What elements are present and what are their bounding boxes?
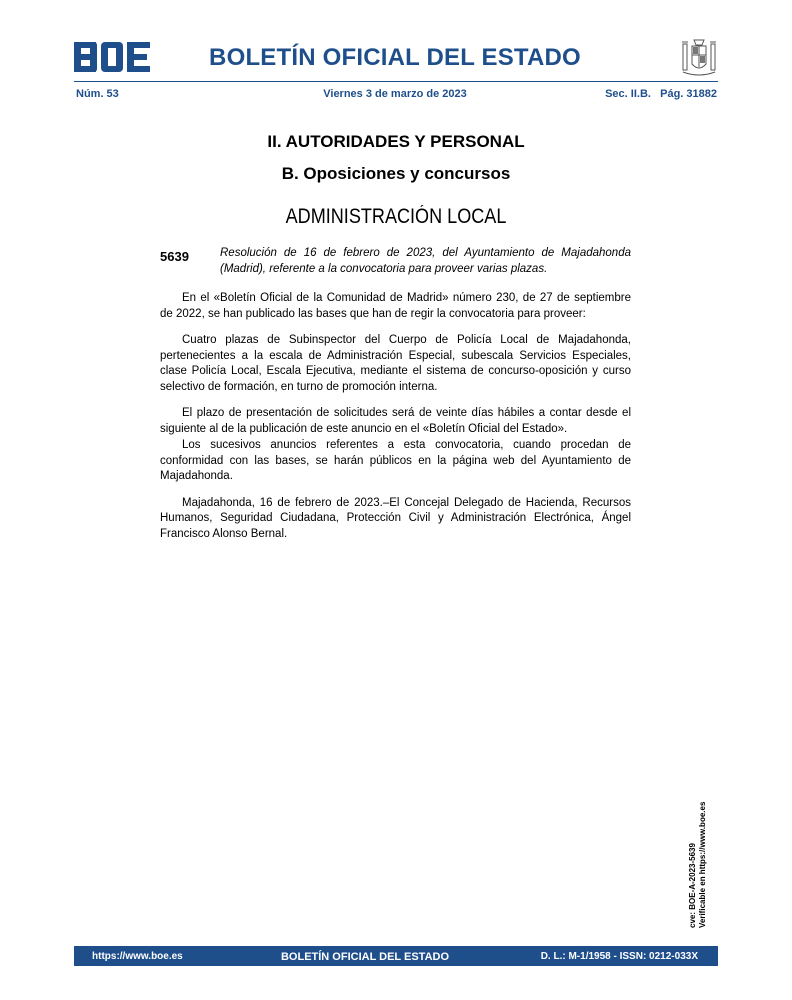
paragraph: El plazo de presentación de solicitudes será de veinte días hábiles a contar desde el siguiente al de la publicación de este anuncio en el «Boletín Oficial del Estado». (160, 407, 631, 435)
footer-legal: D. L.: M-1/1958 - ISSN: 0212-033X (540, 951, 698, 962)
footer-title: BOLETÍN OFICIAL DEL ESTADO (280, 951, 450, 963)
boe-logo (74, 42, 150, 72)
paragraph: En el «Boletín Oficial de la Comunidad de Madrid» número 230, de 27 de septiembre de 2022, se han publicado las bases que han de regir la convocatoria para proveer: (160, 292, 631, 320)
verification-link[interactable]: Verificable en https://www.boe.es (698, 801, 707, 928)
masthead-title: BOLETÍN OFICIAL DEL ESTADO (209, 44, 581, 71)
entry-number: 5639 (160, 249, 189, 264)
verification-note (688, 798, 708, 928)
issue-number: Núm. 53 (76, 88, 119, 100)
paragraph: Los sucesivos anuncios referentes a esta convocatoria, cuando procedan de conformidad con las bases, se harán públicos en la página web del Ayuntamiento de Majadahonda. (160, 439, 631, 482)
coat-of-arms-icon (680, 36, 718, 78)
footer-url-link[interactable]: https://www.boe.es (92, 951, 183, 962)
footer-bar (74, 946, 718, 966)
cve-code: cve: BOE-A-2023-5639 (688, 843, 697, 928)
section-page: Sec. II.B. Pág. 31882 (605, 88, 717, 100)
subsection-heading: B. Oposiciones y concursos (281, 164, 511, 183)
paragraph: Cuatro plazas de Subinspector del Cuerpo de Policía Local de Majadahonda, pertenecientes a la escala de Administración Especial, subescala Servicios Especiales, clase Policía Local, Escala Ejecutiva, mediante el sistema de concurso-oposición y curso selectivo de formación, en turno de promoción interna. (160, 334, 631, 393)
signature-paragraph: Majadahonda, 16 de febrero de 2023.–El Concejal Delegado de Hacienda, Recursos Humanos, Seguridad Ciudadana, Protección Civil y Administración Electrónica, Ángel Francisco Alonso Bernal. (160, 496, 631, 540)
category-heading: ADMINISTRACIÓN LOCAL (285, 205, 507, 228)
section-heading: II. AUTORIDADES Y PERSONAL (267, 132, 525, 151)
document-body (160, 291, 631, 553)
header-rule (74, 81, 718, 82)
issue-date: Viernes 3 de marzo de 2023 (323, 88, 467, 100)
entry-title: Resolución de 16 de febrero de 2023, del Ayuntamiento de Majadahonda (Madrid), referente a la convocatoria para proveer varias plazas. (220, 247, 631, 275)
